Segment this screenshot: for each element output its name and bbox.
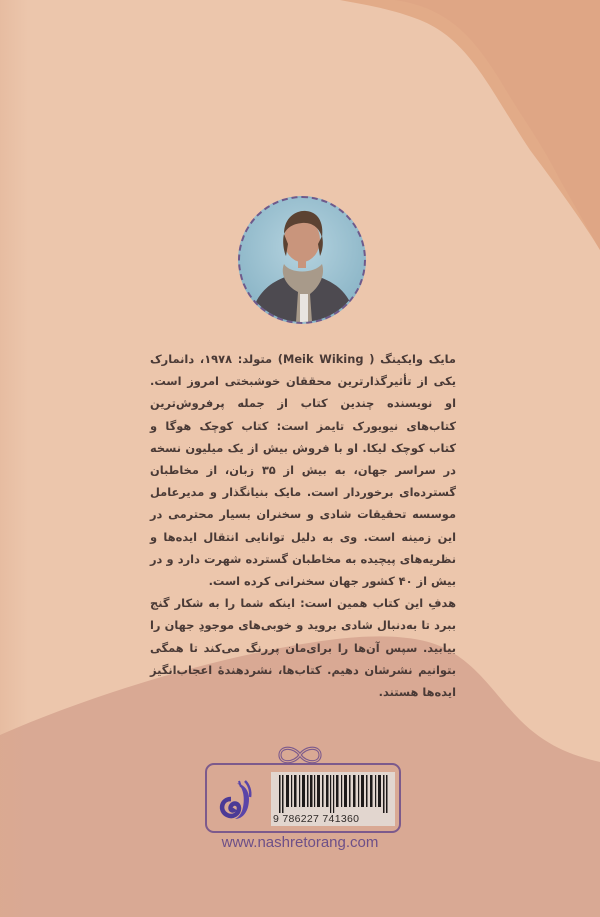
author-photo — [238, 196, 366, 324]
publisher-logo-icon — [217, 777, 255, 821]
spine-edge — [0, 0, 28, 917]
author-bio — [150, 348, 456, 703]
publisher-website: www.nashretorang.com — [221, 834, 379, 851]
isbn-barcode — [271, 772, 395, 826]
portrait-illustration — [240, 198, 364, 322]
isbn-number: 9 786227 741360 — [273, 813, 360, 825]
bio-paragraph-1: مایک وایکینگ ( Meik Wiking) متولد: ۱۹۷۸، دانمارک یکی از تأثیرگذارترین محققان خوشبختی امروز است. او نویسنده چندین کتاب از جمله پرفروش‌ترین کتاب‌های نیویورک تایمز است: کتاب کوچک هوگا و کتاب کوچک لیکا. او با فروش بیش از یک میلیون نسخه در سراسر جهان، به بیش از ۳۵ زبان، از مخاطبان گسترده‌ای برخوردار است. مایک بنیانگذار و مدیرعامل موسسه تحقیقات شادی و سخنران بسیار محترمی در این زمینه است. وی به دلیل توانایی انتقال ایده‌ها و نظریه‌های پیچیده به مخاطبان گسترده شهرت دارد و در بیش از ۴۰ کشور جهان سخنرانی کرده است. — [150, 352, 457, 589]
bio-paragraph-2: هدفِ این کتاب همین است: اینکه شما را به شکار گنج ببرد تا به‌دنبال شادی بروید و خوبی‌های موجودِ جهان را بیابید. سپس آن‌ها را برای‌مان پررنگ می‌کند تا همگی بتوانیم نشرشان دهیم. کتاب‌ها، نشردهندهٔ اعجاب‌انگیز ایده‌ها هستند. — [150, 596, 456, 700]
barcode-bars — [277, 775, 389, 813]
barcode-panel — [205, 763, 401, 833]
